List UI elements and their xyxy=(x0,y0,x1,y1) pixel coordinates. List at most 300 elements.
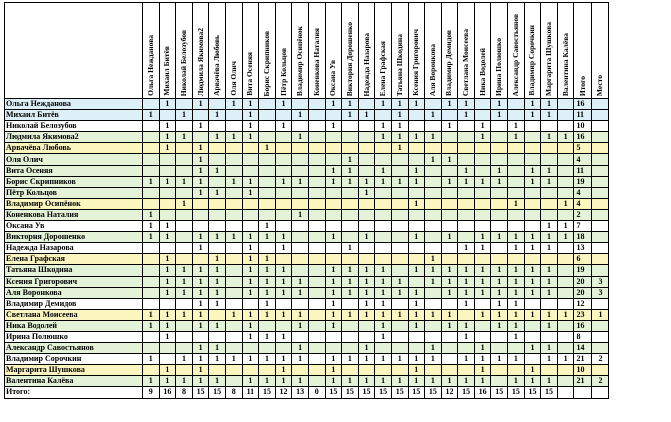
vote-cell xyxy=(474,254,491,265)
vote-cell xyxy=(408,243,425,254)
vote-cell: 1 xyxy=(541,376,558,387)
vote-cell xyxy=(408,121,425,132)
vote-cell: 1 xyxy=(391,276,408,287)
vote-cell xyxy=(508,143,525,154)
vote-cell xyxy=(491,143,508,154)
vote-cell: 1 xyxy=(209,132,226,143)
vote-cell xyxy=(325,331,342,342)
vote-cell: 1 xyxy=(391,99,408,110)
vote-cell xyxy=(474,209,491,220)
vote-cell: 1 xyxy=(441,276,458,287)
vote-cell: 1 xyxy=(491,232,508,243)
vote-cell: 1 xyxy=(325,121,342,132)
vote-cell xyxy=(425,99,442,110)
vote-cell: 1 xyxy=(159,276,176,287)
vote-cell xyxy=(474,198,491,209)
vote-cell xyxy=(292,187,309,198)
vote-cell xyxy=(508,209,525,220)
vote-cell xyxy=(474,320,491,331)
column-header xyxy=(491,3,508,99)
vote-cell xyxy=(391,343,408,354)
column-sum: 15 xyxy=(209,387,226,398)
row-total: 21 xyxy=(574,376,592,387)
vote-cell: 1 xyxy=(441,376,458,387)
vote-cell: 1 xyxy=(325,232,342,243)
vote-cell: 1 xyxy=(541,176,558,187)
vote-cell xyxy=(458,343,475,354)
vote-cell: 1 xyxy=(375,132,392,143)
vote-cell: 1 xyxy=(342,110,359,121)
vote-cell: 1 xyxy=(225,99,242,110)
column-sum: 15 xyxy=(192,387,209,398)
column-header xyxy=(308,3,325,99)
vote-cell: 1 xyxy=(425,343,442,354)
vote-cell xyxy=(143,365,160,376)
table-row xyxy=(5,309,609,320)
vote-cell: 1 xyxy=(192,143,209,154)
row-name: Оксана Ув xyxy=(5,221,143,232)
vote-cell: 1 xyxy=(275,287,292,298)
vote-cell: 1 xyxy=(458,176,475,187)
vote-cell xyxy=(408,276,425,287)
vote-cell: 1 xyxy=(541,287,558,298)
vote-cell xyxy=(225,121,242,132)
vote-cell: 1 xyxy=(192,376,209,387)
vote-cell xyxy=(408,209,425,220)
vote-cell: 1 xyxy=(242,287,259,298)
vote-cell: 1 xyxy=(391,176,408,187)
vote-cell: 1 xyxy=(491,354,508,365)
vote-cell xyxy=(159,354,176,365)
vote-cell xyxy=(308,365,325,376)
vote-cell: 1 xyxy=(541,309,558,320)
vote-cell xyxy=(441,187,458,198)
vote-cell xyxy=(325,187,342,198)
column-sum: 15 xyxy=(425,387,442,398)
vote-cell xyxy=(375,209,392,220)
column-sum: 15 xyxy=(458,387,475,398)
vote-cell xyxy=(391,265,408,276)
column-sum: 12 xyxy=(275,387,292,398)
vote-cell xyxy=(143,154,160,165)
vote-cell: 1 xyxy=(408,265,425,276)
table-row xyxy=(5,154,609,165)
column-header xyxy=(358,3,375,99)
vote-cell xyxy=(458,187,475,198)
vote-cell xyxy=(143,254,160,265)
column-header xyxy=(325,3,342,99)
row-name: Ника Водолей xyxy=(5,320,143,331)
vote-cell: 1 xyxy=(259,287,276,298)
vote-cell: 1 xyxy=(524,287,541,298)
vote-cell xyxy=(242,198,259,209)
vote-cell xyxy=(491,343,508,354)
vote-cell: 1 xyxy=(458,276,475,287)
row-name: Владимир Осипёнок xyxy=(5,198,143,209)
row-place xyxy=(592,154,609,165)
vote-cell: 1 xyxy=(242,187,259,198)
vote-cell xyxy=(259,365,276,376)
vote-cell xyxy=(308,176,325,187)
vote-cell xyxy=(308,232,325,243)
vote-cell: 1 xyxy=(458,265,475,276)
vote-cell xyxy=(408,110,425,121)
column-sum: 0 xyxy=(308,387,325,398)
vote-cell xyxy=(541,254,558,265)
row-name: Аля Воронкова xyxy=(5,287,143,298)
vote-cell: 1 xyxy=(474,132,491,143)
vote-cell xyxy=(259,132,276,143)
vote-cell xyxy=(425,165,442,176)
row-place: 2 xyxy=(592,376,609,387)
vote-cell xyxy=(408,221,425,232)
vote-cell xyxy=(308,254,325,265)
table-row xyxy=(5,176,609,187)
row-place xyxy=(592,221,609,232)
vote-cell xyxy=(441,365,458,376)
vote-cell: 1 xyxy=(474,232,491,243)
vote-cell xyxy=(557,343,574,354)
vote-cell xyxy=(375,243,392,254)
vote-cell xyxy=(391,365,408,376)
vote-cell: 1 xyxy=(458,99,475,110)
vote-cell: 1 xyxy=(474,376,491,387)
vote-cell: 1 xyxy=(358,187,375,198)
table-row xyxy=(5,198,609,209)
vote-cell xyxy=(508,187,525,198)
column-header xyxy=(458,3,475,99)
vote-cell xyxy=(441,254,458,265)
vote-cell xyxy=(425,365,442,376)
row-name: Елена Графская xyxy=(5,254,143,265)
vote-cell: 1 xyxy=(192,176,209,187)
vote-cell: 1 xyxy=(342,265,359,276)
vote-cell: 1 xyxy=(275,309,292,320)
vote-cell: 1 xyxy=(524,276,541,287)
vote-cell xyxy=(557,320,574,331)
vote-cell xyxy=(342,132,359,143)
vote-cell: 1 xyxy=(242,132,259,143)
vote-cell: 1 xyxy=(225,232,242,243)
vote-cell xyxy=(143,331,160,342)
column-header-label: Владимир Осипёнок xyxy=(295,25,305,96)
vote-cell xyxy=(474,99,491,110)
vote-cell: 1 xyxy=(441,176,458,187)
vote-cell: 1 xyxy=(358,376,375,387)
vote-cell xyxy=(292,221,309,232)
vote-cell: 1 xyxy=(143,221,160,232)
column-header xyxy=(275,3,292,99)
vote-cell: 1 xyxy=(209,376,226,387)
vote-cell: 1 xyxy=(491,99,508,110)
vote-cell: 1 xyxy=(425,354,442,365)
vote-cell xyxy=(242,298,259,309)
row-place: 3 xyxy=(592,287,609,298)
vote-cell: 1 xyxy=(375,165,392,176)
vote-cell: 1 xyxy=(143,232,160,243)
column-sum: 15 xyxy=(391,387,408,398)
vote-cell xyxy=(176,99,193,110)
row-place xyxy=(592,176,609,187)
vote-cell: 1 xyxy=(524,309,541,320)
sheet-bottom-edge xyxy=(0,414,671,422)
vote-cell xyxy=(375,254,392,265)
vote-cell: 1 xyxy=(192,343,209,354)
vote-cell: 1 xyxy=(458,165,475,176)
vote-cell xyxy=(491,121,508,132)
vote-cell: 1 xyxy=(541,99,558,110)
vote-cell: 1 xyxy=(425,154,442,165)
vote-cell xyxy=(441,143,458,154)
vote-cell: 1 xyxy=(458,298,475,309)
vote-cell xyxy=(308,354,325,365)
column-sum: 16 xyxy=(474,387,491,398)
column-header-label: Владимир Демидов xyxy=(444,30,454,96)
vote-cell: 1 xyxy=(524,265,541,276)
column-header-label: Михаил Битёв xyxy=(162,46,172,96)
row-total: 12 xyxy=(574,298,592,309)
vote-cell: 1 xyxy=(491,287,508,298)
column-header xyxy=(176,3,193,99)
column-sum: 15 xyxy=(358,387,375,398)
vote-cell: 1 xyxy=(242,376,259,387)
column-header xyxy=(342,3,359,99)
vote-cell: 1 xyxy=(541,165,558,176)
vote-cell xyxy=(308,265,325,276)
vote-cell xyxy=(159,110,176,121)
vote-cell: 1 xyxy=(541,132,558,143)
vote-cell xyxy=(391,254,408,265)
vote-cell xyxy=(275,320,292,331)
vote-cell xyxy=(143,121,160,132)
column-sum: 15 xyxy=(491,387,508,398)
place-header xyxy=(592,3,609,99)
vote-cell xyxy=(325,143,342,154)
vote-cell: 1 xyxy=(358,287,375,298)
vote-cell xyxy=(225,254,242,265)
vote-cell xyxy=(242,343,259,354)
vote-cell xyxy=(325,343,342,354)
column-header-label: Николай Белозубов xyxy=(178,29,188,96)
vote-cell: 1 xyxy=(391,309,408,320)
vote-cell: 1 xyxy=(159,365,176,376)
row-total: 19 xyxy=(574,176,592,187)
vote-cell xyxy=(325,254,342,265)
vote-cell: 1 xyxy=(192,154,209,165)
vote-cell: 1 xyxy=(259,376,276,387)
vote-cell: 1 xyxy=(143,376,160,387)
vote-cell xyxy=(325,132,342,143)
column-header-label: Елена Графская xyxy=(378,40,388,96)
vote-cell xyxy=(225,320,242,331)
vote-cell: 1 xyxy=(242,243,259,254)
vote-cell: 1 xyxy=(541,110,558,121)
row-name: Александр Савостьянов xyxy=(5,343,143,354)
vote-cell xyxy=(375,232,392,243)
vote-cell xyxy=(342,221,359,232)
vote-cell xyxy=(391,243,408,254)
vote-cell: 1 xyxy=(325,99,342,110)
vote-cell: 1 xyxy=(159,331,176,342)
row-place: 1 xyxy=(592,309,609,320)
row-place: 2 xyxy=(592,354,609,365)
vote-cell xyxy=(425,121,442,132)
vote-cell: 1 xyxy=(375,298,392,309)
vote-cell: 1 xyxy=(325,309,342,320)
vote-cell: 1 xyxy=(292,287,309,298)
vote-cell: 1 xyxy=(408,132,425,143)
column-header-label: Ксения Григорович xyxy=(411,29,421,96)
row-name: Надежда Назарова xyxy=(5,243,143,254)
vote-cell xyxy=(308,376,325,387)
vote-cell: 1 xyxy=(342,99,359,110)
vote-cell: 1 xyxy=(458,376,475,387)
column-sum: 15 xyxy=(524,387,541,398)
column-sum: 11 xyxy=(242,387,259,398)
vote-cell xyxy=(557,365,574,376)
footer-row xyxy=(5,387,609,398)
column-header xyxy=(259,3,276,99)
vote-cell xyxy=(225,343,242,354)
column-sum: 8 xyxy=(176,387,193,398)
column-header-label: Владимир Сорочкин xyxy=(527,25,537,96)
vote-cell xyxy=(375,187,392,198)
vote-cell xyxy=(458,132,475,143)
vote-cell: 1 xyxy=(325,176,342,187)
vote-cell xyxy=(292,198,309,209)
row-total: 18 xyxy=(574,232,592,243)
vote-cell: 1 xyxy=(192,365,209,376)
vote-cell: 1 xyxy=(209,320,226,331)
vote-cell xyxy=(275,154,292,165)
vote-cell xyxy=(541,187,558,198)
column-sum: 8 xyxy=(225,387,242,398)
vote-cell: 1 xyxy=(458,110,475,121)
column-header-label: Арвачёва Любовь xyxy=(212,35,222,96)
vote-cell xyxy=(358,331,375,342)
vote-cell: 1 xyxy=(192,265,209,276)
vote-cell xyxy=(375,154,392,165)
vote-cell: 1 xyxy=(474,343,491,354)
vote-cell xyxy=(524,143,541,154)
vote-cell xyxy=(242,165,259,176)
row-place xyxy=(592,143,609,154)
vote-cell xyxy=(458,121,475,132)
vote-cell: 1 xyxy=(325,276,342,287)
vote-cell xyxy=(524,298,541,309)
vote-cell xyxy=(292,265,309,276)
vote-cell: 1 xyxy=(292,209,309,220)
vote-cell xyxy=(425,176,442,187)
vote-cell: 1 xyxy=(159,132,176,143)
vote-cell: 1 xyxy=(209,298,226,309)
vote-cell xyxy=(308,143,325,154)
vote-cell: 1 xyxy=(391,376,408,387)
row-total: 8 xyxy=(574,331,592,342)
vote-cell xyxy=(308,309,325,320)
vote-cell: 1 xyxy=(408,198,425,209)
vote-cell xyxy=(557,276,574,287)
vote-cell xyxy=(342,320,359,331)
vote-cell xyxy=(358,320,375,331)
vote-cell xyxy=(541,143,558,154)
vote-cell: 1 xyxy=(425,132,442,143)
vote-cell: 1 xyxy=(159,265,176,276)
row-name: Светлана Моисеева xyxy=(5,309,143,320)
total-header xyxy=(574,3,592,99)
row-total: 4 xyxy=(574,154,592,165)
vote-cell xyxy=(176,232,193,243)
row-place xyxy=(592,99,609,110)
column-sum: 15 xyxy=(342,387,359,398)
vote-cell: 1 xyxy=(325,376,342,387)
vote-cell: 1 xyxy=(176,287,193,298)
vote-cell xyxy=(209,143,226,154)
vote-cell: 1 xyxy=(375,376,392,387)
vote-cell: 1 xyxy=(408,232,425,243)
vote-cell: 1 xyxy=(441,320,458,331)
vote-cell: 1 xyxy=(358,309,375,320)
vote-cell xyxy=(458,154,475,165)
vote-cell xyxy=(259,165,276,176)
vote-cell: 1 xyxy=(524,343,541,354)
vote-cell xyxy=(225,376,242,387)
vote-cell: 1 xyxy=(375,320,392,331)
vote-cell: 1 xyxy=(358,343,375,354)
row-name: Ольга Нежданова xyxy=(5,99,143,110)
vote-cell xyxy=(474,221,491,232)
vote-cell: 1 xyxy=(259,232,276,243)
row-total: 14 xyxy=(574,343,592,354)
vote-cell xyxy=(259,320,276,331)
vote-cell xyxy=(391,198,408,209)
vote-cell xyxy=(325,110,342,121)
vote-cell xyxy=(441,343,458,354)
vote-cell xyxy=(425,187,442,198)
vote-cell xyxy=(275,198,292,209)
vote-cell xyxy=(557,287,574,298)
vote-cell xyxy=(408,187,425,198)
vote-cell xyxy=(176,365,193,376)
vote-cell: 1 xyxy=(192,309,209,320)
vote-cell xyxy=(176,209,193,220)
vote-cell: 1 xyxy=(375,287,392,298)
vote-cell: 1 xyxy=(275,276,292,287)
vote-cell xyxy=(425,243,442,254)
vote-cell: 1 xyxy=(375,276,392,287)
vote-cell xyxy=(391,209,408,220)
vote-cell: 1 xyxy=(508,121,525,132)
vote-cell: 1 xyxy=(408,320,425,331)
place-header-label: Место xyxy=(595,74,605,96)
vote-cell: 1 xyxy=(508,331,525,342)
vote-cell: 1 xyxy=(358,298,375,309)
vote-cell: 1 xyxy=(292,309,309,320)
vote-cell: 1 xyxy=(192,99,209,110)
vote-cell: 1 xyxy=(508,320,525,331)
vote-cell: 1 xyxy=(325,354,342,365)
vote-cell: 1 xyxy=(474,276,491,287)
row-name: Ирина Полюшко xyxy=(5,331,143,342)
row-place xyxy=(592,265,609,276)
vote-cell xyxy=(342,331,359,342)
vote-cell xyxy=(325,198,342,209)
vote-cell: 1 xyxy=(425,309,442,320)
vote-cell: 1 xyxy=(176,376,193,387)
row-place xyxy=(592,132,609,143)
vote-cell: 1 xyxy=(358,265,375,276)
row-name: Коненкова Наталия xyxy=(5,209,143,220)
